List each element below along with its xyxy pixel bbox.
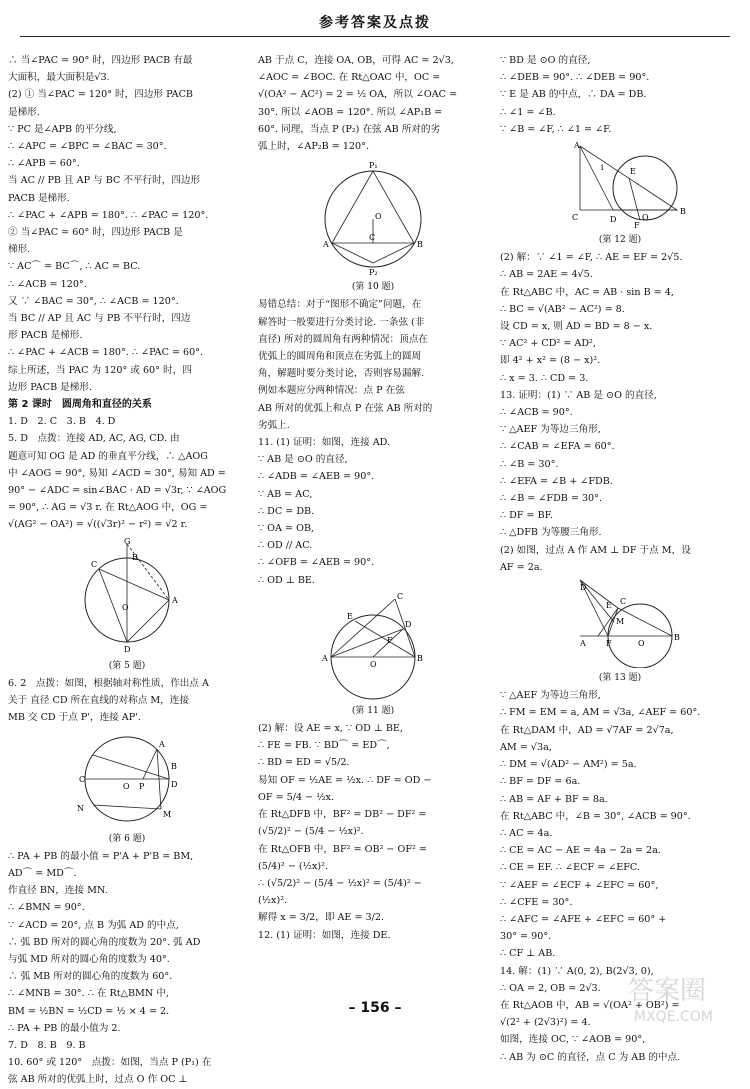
text-line: ∵ BD 是 ⊙O 的直径, [500,55,591,66]
watermark-sub: MXQE.COM [634,1009,713,1025]
text-line: ∴ AB 为 ⊙C 的直径，点 C 为 AB 的中点. [500,1051,681,1063]
figure-12-caption: (第 12 题) [598,235,642,246]
text-line: 例如本题应分两种情况：点 P 在弦 [258,385,405,397]
text-line: ∴ AB = 2AE = 4√5. [500,269,593,281]
text-line: 在 Rt△OFB 中，BF² = OB² − OF² = [258,843,427,855]
fig5-label: G [124,536,131,546]
page-title: 参考答案及点拨 [319,15,431,31]
text-line: 12. (1) 证明：如图，连接 DE. [258,929,391,941]
fig13-label: O [638,639,645,649]
text-line: 易错总结：对于“图形不确定”问题，在 [258,299,422,311]
text-line: ∴ BF = DF = 6a. [500,776,581,788]
text-line: ② 当∠PAC = 60° 时，四边形 PACB 是 [8,227,183,239]
text-line: 弦 AB 所对的优弧上时，过点 O 作 OC ⊥ [8,1074,188,1086]
text-line: ∴ ∠ACB = 90°. [500,407,573,419]
text-line: 90° − ∠ADC = sin∠BAC · AD = √3r, ∵ ∠AOG [8,485,227,497]
text-line: ∴ CE = EF. ∴ ∠ECF = ∠EFC. [500,862,640,874]
text-line: 劣弧上. [258,419,290,431]
text-line: 14. 解：(1) ∵ A(0, 2), B(2√3, 0), [500,965,654,977]
text-line: ∴ ∠MNB = 30°. ∴ 在 Rt△BMN 中, [8,988,169,1000]
figure-6 [57,729,197,829]
text-line: 10. 60° 或 120° 点拨：如图，当点 P (P₁) 在 [8,1057,212,1069]
text-line: ∴ △DFB 为等腰三角形. [500,527,602,539]
text-line: (2) 解：设 AE = x, ∵ OD ⊥ BE, [258,723,403,735]
fig10-label: P₂ [369,268,378,278]
figure-13 [540,578,700,668]
figure-10-caption: (第 10 题) [351,282,395,293]
fig6-label: A [159,739,165,749]
figure-11 [303,591,443,701]
fig10-label: P₁ [369,161,378,171]
text-line: 如图，连接 OC, ∵ ∠AOB = 90°, [500,1034,646,1046]
fig13-label: A [580,639,586,649]
text-line: ∴ CE = AC − AE = 4a − 2a = 2a. [500,845,661,857]
text-line: 5. D 点拨：连接 AD, AC, AG, CD. 由 [8,433,180,445]
text-line: BM = ½BN = ½CD = ½ × 4 = 2. [8,1005,170,1017]
text-line: ∴ ∠DEB = 90°. ∴ ∠DEB = 90°. [500,72,650,84]
fig12-label: E [630,167,636,177]
text-line: ∴ ∠PAC + ∠APB = 180°. ∴ ∠PAC = 120°. [8,209,209,221]
text-line: ∵ ∠B = ∠F, ∴ ∠1 = ∠F. [500,123,612,135]
text-line: ∴ AB = AF + BF = 8a. [500,793,608,805]
text-line: (5/4)² − (½x)². [258,860,328,872]
fig13-label: B [674,633,680,643]
text-line: ∴ ∠1 = ∠B. [500,106,556,118]
fig11-label: O [370,659,377,669]
text-line: 易知 OF = ½AE = ½x. ∴ DF = OD − [258,774,432,786]
fig11-label: B [417,653,423,663]
fig13-label: F [606,639,612,649]
text-line: ∵ ∠AEF = ∠ECF + ∠EFC = 60°, [500,879,659,891]
fig10-label: C [369,233,376,243]
text-line: ∵ AC² + CD² = AD², [500,338,596,350]
column-1 [8,52,246,1089]
text-line: (½x)². [258,895,288,907]
text-line: ∴ x = 3. ∴ CD = 3. [500,372,589,384]
text-line: 边形 PACB 是梯形. [8,381,93,393]
figure-5-caption: (第 5 题) [108,660,146,671]
text-line: 当 AC // PB 且 AP 与 BC 不平行时，四边形 [8,175,201,187]
text-line: 题意可知 OG 是 AD 的垂直平分线，∴ △AOG [8,450,208,462]
text-line: 设 CD = x, 则 AD = BD = 8 − x. [500,321,653,333]
fig6-label: C [79,774,86,784]
fig11-label: C [397,591,404,601]
text-line: ∴ 当∠PAC = 90° 时，四边形 PACB 有最 [8,55,193,66]
text-line: 13. 证明：(1) ∵ AB 是 ⊙O 的直径, [500,389,657,401]
fig12-label: 1 [600,164,605,173]
fig10-label: A [323,240,329,250]
text-line: 7. D 8. B 9. B [8,1039,86,1051]
text-line: AB 所对的优弧上和点 P 在弦 AB 所对的 [258,402,433,414]
fig5-label: A [172,595,178,605]
figure-5 [62,536,192,656]
text-line: √(AG² − OA²) = √((√3r)² − r²) = √2 r. [8,519,188,531]
fig6-label: P [139,781,145,791]
text-line: 直径) 所对的圆周角有两种情况：顶点在 [258,333,428,345]
text-line: = 90°, ∴ AG = √3 r. 在 Rt△AOG 中，OG = [8,502,208,514]
text-line: 优弧上的圆周角和顶点在劣弧上的圆周 [258,351,422,363]
fig12-label: B [680,207,686,217]
fig5-label: C [91,559,98,569]
text-line: 在 Rt△ABC 中，AC = AB · sin B = 4, [500,286,674,298]
text-line: ∵ AB = AC, [258,488,313,500]
fig12-label: F [634,221,640,231]
text-line: ∴ ∠AFC = ∠AFE + ∠EFC = 60° + [500,913,667,925]
section-title: 第 2 课时 圆周角和直径的关系 [8,399,152,411]
figure-6-caption: (第 6 题) [108,833,146,844]
fig10-label: O [375,212,382,222]
watermark-text: 答案圈 [628,976,707,1006]
text-line: 解得 x = 3/2，即 AE = 3/2. [258,912,385,924]
text-line: 形 PACB 是梯形. [8,330,83,342]
text-line: ∴ OD ⊥ BE. [258,574,315,586]
text-line: ∴ ∠ACB = 120°. [8,278,87,290]
page-number: – 156 – [348,1000,402,1016]
text-line: ∴ ∠APC = ∠BPC = ∠BAC = 30°. [8,141,167,153]
text-line: ∴ ∠OFB = ∠AEB = 90°. [258,557,375,569]
fig6-label: D [171,779,178,789]
text-line: ∵ OA = OB, [258,523,315,535]
text-line: ∴ (√5/2)² − (5/4 − ½x)² = (5/4)² − [258,877,422,889]
text-line: 综上所述，当 PAC 为 120° 或 60° 时，四 [8,364,192,376]
watermark-logo [624,967,744,1027]
text-line: ∴ OA = 2, OB = 2√3. [500,982,601,994]
text-line: 大面积，最大面积是√3. [8,72,110,84]
text-line: ∵ PC 是∠APB 的平分线, [8,123,117,135]
text-line: ∴ 弧 MB 所对的圆心角的度数为 60°. [8,971,173,983]
text-line: ∴ ∠B = ∠FDB = 30°. [500,493,603,505]
fig12-label: A [574,141,580,151]
text-line: ∴ ∠EFA = ∠B + ∠FDB. [500,475,613,487]
fig11-label: F [387,635,393,645]
fig13-label: E [606,601,612,611]
text-line: ∴ OD // AC. [258,540,313,552]
text-line: (2) 如图，过点 A 作 AM ⊥ DF 于点 M，设 [500,544,691,556]
column-3 [500,52,740,1066]
text-line: 角，解题时要分类讨论，否则容易漏解. [258,368,425,380]
fig6-label: N [77,803,84,813]
text-line: ∴ FM = EM = a, AM = √3a, ∠AEF = 60°. [500,707,701,719]
text-line: AD⌒ = MD⌒. [8,867,77,879]
text-line: ∵ △AEF 为等边三角形, [500,690,601,702]
text-line: PACB 是梯形. [8,192,70,204]
figure-12 [540,140,700,230]
fig11-label: A [322,653,328,663]
text-line: ∴ 弧 BD 所对的圆心角的度数为 20°. 弧 AD [8,936,201,948]
text-line: MB 交 CD 于点 P'，连接 AP'. [8,712,141,724]
text-line: ∴ ∠CAB = ∠EFA = 60°. [500,441,615,453]
fig11-label: E [347,611,353,621]
fig13-label: C [620,597,627,607]
text-line: ∵ AB 是 ⊙O 的直径, [258,454,348,466]
text-line: OF = 5/4 − ½x. [258,791,334,803]
text-line: ∵ E 是 AB 的中点，∴ DA = DB. [500,89,647,101]
header-rule [20,36,730,37]
text-line: 即 4² + x² = (8 − x)². [500,355,601,367]
text-line: ∴ PA + PB 的最小值 = P'A + P'B = BM, [8,850,194,862]
text-line: 解答时一般要进行分类讨论. 一条弦 (非 [258,316,425,328]
text-line: 60°. 同理，当点 P (P₂) 在弦 AB 所对的劣 [258,123,441,135]
text-line: ∴ DF = BF. [500,510,553,522]
text-line: ∴ ∠BMN = 90°. [8,902,85,914]
text-line: ∴ ∠APB = 60°. [8,158,80,170]
text-line: 在 Rt△DAM 中，AD = √7AF = 2√7a, [500,724,674,736]
text-line: ∴ PA + PB 的最小值为 2. [8,1022,121,1034]
text-line: 在 Rt△DFB 中，BF² = DB² − DF² = [258,809,427,821]
text-line: ∴ BD = ED = √5/2. [258,757,350,769]
figure-13-caption: (第 13 题) [598,673,642,684]
fig10-label: B [417,240,423,250]
text-line: ∵ △AEF 为等边三角形, [500,424,601,436]
fig13-label: M [616,617,625,627]
text-line: 6. 2 点拨：如图，根据轴对称性质，作出点 A [8,677,209,689]
text-line: 在 Rt△AOB 中，AB = √(OA² + OB²) = [500,999,680,1011]
text-line: 中 ∠AOG = 90°, 易知 ∠ACD = 30°, 易知 AD = [8,467,226,479]
text-line: AB 于点 C，连接 OA, OB，可得 AC = 2√3, [258,55,454,66]
fig12-label: O [642,213,649,223]
text-line: ∵ ∠ACD = 20°, 点 B 为弧 AD 的中点, [8,919,179,931]
text-line: ∴ ∠PAC + ∠ACB = 180°. ∴ ∠PAC = 60°. [8,347,204,359]
text-line: ∴ CF ⊥ AB. [500,948,556,960]
text-line: 与弧 MD 所对的圆心角的度数为 40°. [8,953,170,965]
text-line: ∠AOC = ∠BOC. 在 Rt△OAC 中，OC = [258,72,441,84]
text-line: ∴ DC = DB. [258,505,315,517]
text-line: ∴ BC = √(AB² − AC²) = 8. [500,303,625,315]
fig6-label: O [123,781,130,791]
text-line: ∴ ∠CFE = 30°. [500,896,573,908]
text-line: 又 ∵ ∠BAC = 30°, ∴ ∠ACB = 120°. [8,295,179,307]
text-line: 11. (1) 证明：如图，连接 AD. [258,437,391,449]
fig5-label: B [132,552,138,562]
fig12-label: C [572,213,579,223]
text-line: √(2² + (2√3)²) = 4. [500,1017,591,1029]
figure-11-caption: (第 11 题) [351,705,395,716]
column-2 [258,52,488,944]
text-line: 作直径 BN，连接 MN. [8,885,108,897]
figure-10 [303,157,443,277]
fig6-label: M [163,809,172,819]
text-line: (2) ① 当∠PAC = 120° 时，四边形 PACB [8,89,193,101]
text-line: ∴ AC = 4a. [500,827,553,839]
text-line: AF = 2a. [500,561,543,573]
text-line: ∴ DM = √(AD² − AM²) = 5a. [500,759,637,771]
text-line: 是梯形. [8,106,40,118]
text-line: 1. D 2. C 3. B 4. D [8,416,116,428]
text-line: AM = √3a, [500,741,552,753]
fig13-label: D [580,583,587,593]
text-line: 30° = 90°. [500,931,552,943]
fig5-label: D [124,644,131,654]
text-line: ∴ ∠B = 30°. [500,458,559,470]
text-line: 30°. 所以 ∠AOB = 120°. 所以 ∠AP₁B = [258,106,443,118]
text-line: (2) 解：∵ ∠1 = ∠F, ∴ AE = EF = 2√5. [500,252,683,264]
text-line: ∴ ∠ADB = ∠AEB = 90°. [258,471,375,483]
text-line: 在 Rt△ABC 中，∠B = 30°, ∠ACB = 90°. [500,810,691,822]
text-line: ∵ AC⌒ = BC⌒, ∴ AC = BC. [8,261,141,273]
text-line: 当 BC // AP 且 AC 与 PB 不平行时，四边 [8,313,191,325]
text-line: 关于 直径 CD 所在直线的对称点 M，连接 [8,695,189,707]
text-line: ∴ FE = FB. ∵ BD⌒ = ED⌒, [258,740,390,752]
fig12-label: D [610,215,617,225]
fig11-label: D [405,619,412,629]
text-line: 弧上时，∠AP₂B = 120°. [258,141,369,153]
fig5-label: O [122,602,129,612]
text-line: √(OA² − AC²) = 2 = ½ OA，所以 ∠OAC = [258,89,458,101]
text-line: (√5/2)² − (5/4 − ½x)². [258,826,364,838]
page-header [0,0,750,40]
fig6-label: B [171,761,177,771]
text-line: 梯形. [8,244,31,256]
